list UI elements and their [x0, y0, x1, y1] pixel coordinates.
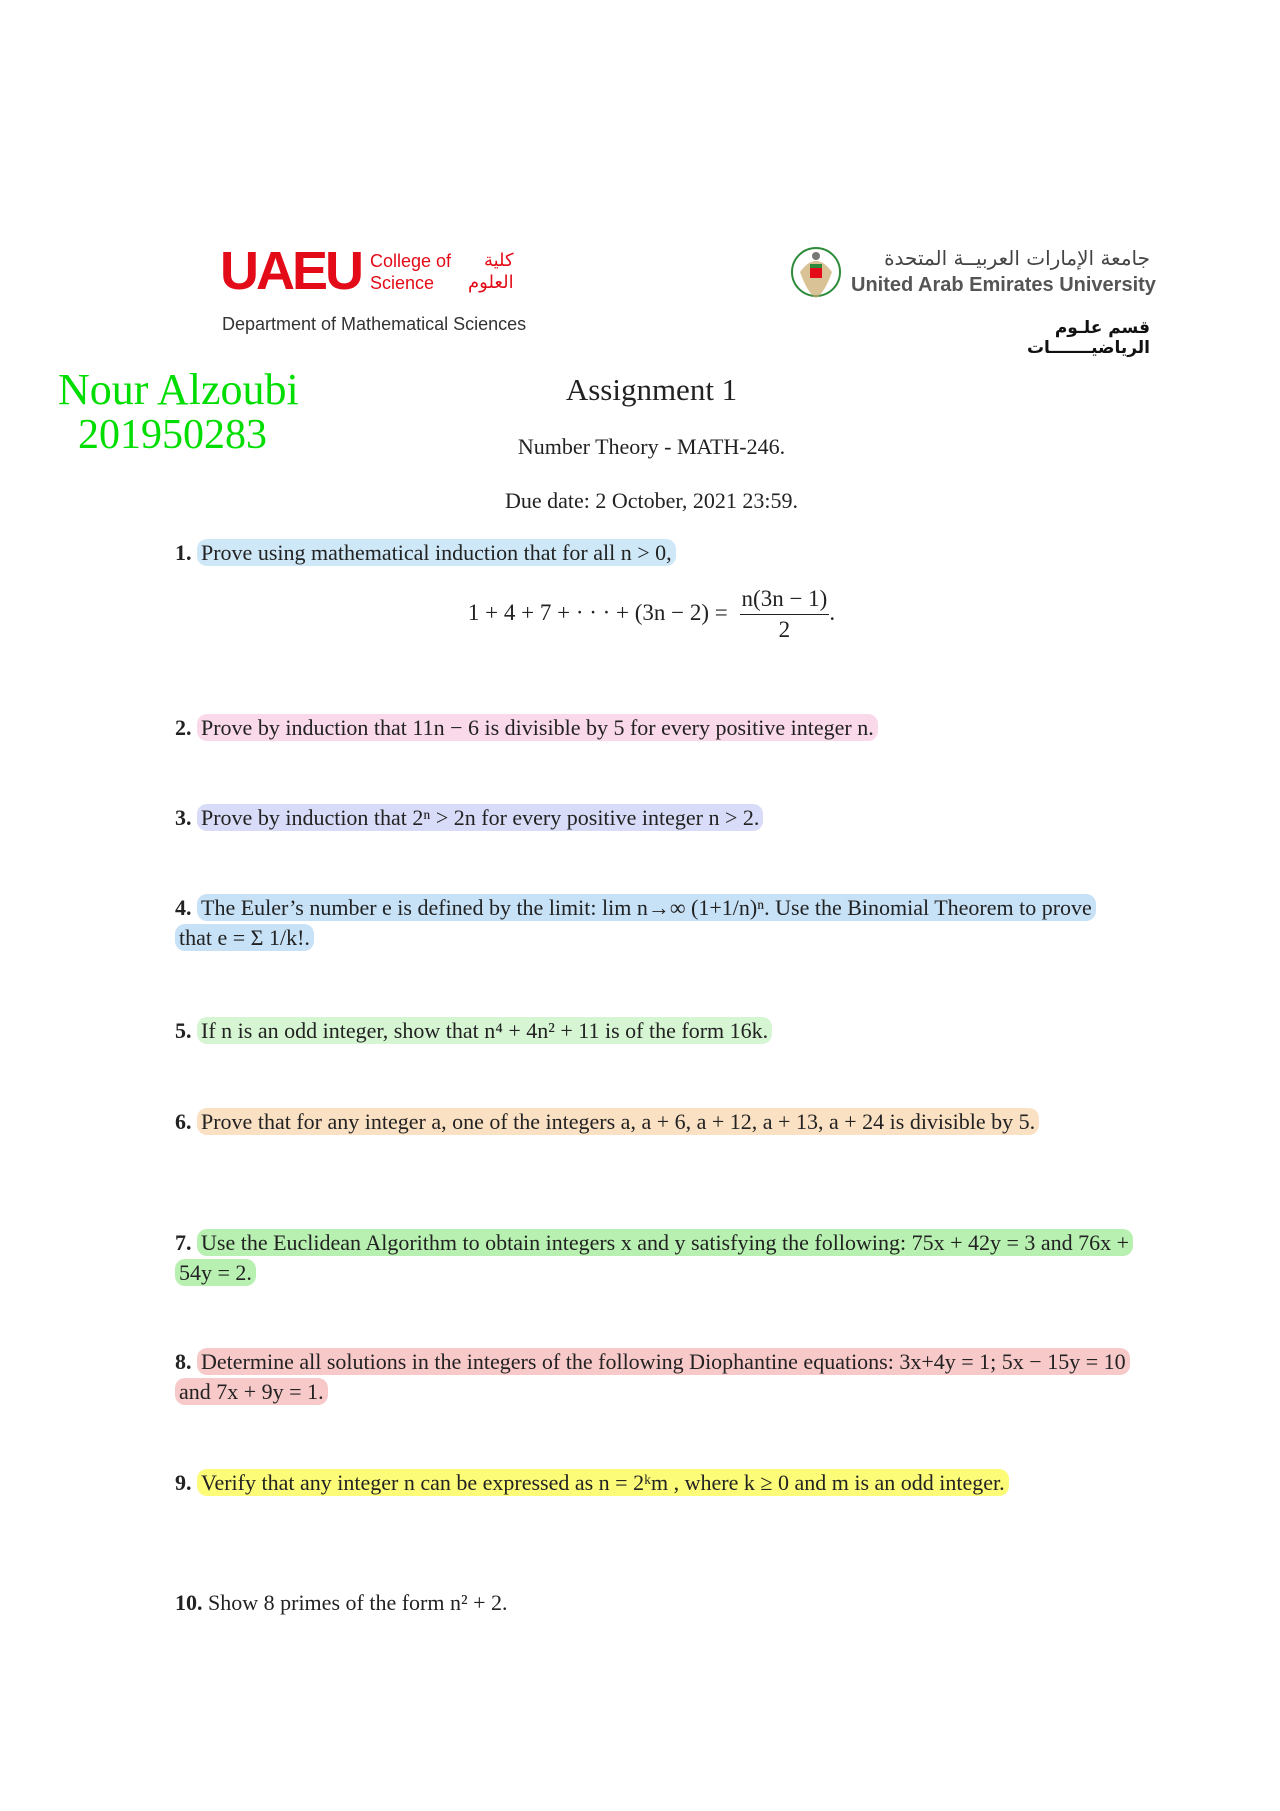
problem-7 [175, 1228, 1130, 1288]
problem-number: 6. [175, 1109, 192, 1134]
student-id: 201950283 [78, 412, 267, 458]
problem-number: 3. [175, 805, 192, 830]
problem-8 [175, 1347, 1130, 1407]
due-date: Due date: 2 October, 2021 23:59. [505, 488, 798, 513]
problem-number: 4. [175, 895, 192, 920]
problem-text: Prove by induction that 11n − 6 is divisible by 5 for every positive integer n. [197, 714, 878, 741]
problem-text: Prove by induction that 2ⁿ > 2n for every positive integer n > 2. [197, 804, 763, 831]
student-name: Nour Alzoubi [58, 365, 299, 414]
problem-number: 1. [175, 540, 192, 565]
problem-text: Show 8 primes of the form n² + 2. [208, 1590, 508, 1615]
formula-fraction [740, 586, 830, 643]
problem-9 [175, 1468, 1130, 1498]
formula-denominator: 2 [778, 617, 791, 642]
problem-2 [175, 713, 1130, 743]
problem-text: If n is an odd integer, show that n⁴ + 4n² + 11 is of the form 16k. [197, 1017, 772, 1044]
problem-number: 8. [175, 1349, 192, 1374]
problem-number: 5. [175, 1018, 192, 1043]
college-line-1: College of [370, 251, 452, 271]
department-name-en: Department of Mathematical Sciences [222, 314, 527, 334]
induction-formula: 1 + 4 + 7 + · · · + (3n − 2) = $\frac{n(3n - 1)}{2}$ . [467, 586, 836, 642]
college-name-ar [468, 250, 514, 294]
formula-lhs: 1 + 4 + 7 + · · · + (3n − 2) = [467, 599, 728, 625]
uae-emblem-icon [788, 242, 844, 304]
assignment-title: Assignment 1 [565, 372, 738, 407]
problem-number: 7. [175, 1230, 192, 1255]
problem-text: Prove using mathematical induction that for all n > 0, [197, 539, 676, 566]
problem-number: 9. [175, 1470, 192, 1495]
problem-text: Determine all solutions in the integers of the following Diophantine equations: 3x+4y = 1; 5x − 15y = 10 and 7x + 9y = 1. [175, 1348, 1130, 1405]
problem-number: 10. [175, 1590, 203, 1615]
course-name: Number Theory - MATH-246. [517, 434, 786, 459]
formula-numerator: n(3n − 1) [740, 586, 830, 615]
problem-text: Prove that for any integer a, one of the integers a, a + 6, a + 12, a + 13, a + 24 is divisible by 5. [197, 1108, 1039, 1135]
college-ar-line-1: كلية [483, 250, 514, 271]
problem-1 [175, 538, 1130, 568]
problem-4 [175, 893, 1130, 953]
problem-text: Verify that any integer n can be expressed as n = 2ᵏm , where k ≥ 0 and m is an odd integer. [197, 1469, 1009, 1496]
university-name-ar: جامعة الإمارات العربيــة المتحدة [884, 246, 1150, 270]
problem-text: Use the Euclidean Algorithm to obtain integers x and y satisfying the following: 75x + 42y = 3 and 76x + 54y = 2. [175, 1229, 1133, 1286]
uaeu-logo: UAEU [220, 241, 362, 301]
department-name-ar: قسم علـوم الرياضيـــــــات [1026, 318, 1150, 358]
problem-6 [175, 1107, 1130, 1137]
problem-3 [175, 803, 1130, 833]
college-line-2: Science [370, 273, 435, 293]
problem-10 [175, 1588, 1130, 1618]
problem-5 [175, 1016, 1130, 1046]
college-name-en [370, 250, 451, 294]
university-name-en: United Arab Emirates University [851, 274, 1156, 296]
problem-text: The Euler’s number e is defined by the limit: lim n→∞ (1+1/n)ⁿ. Use the Binomial Theorem to prove that e = Σ 1/k!. [175, 894, 1096, 951]
college-ar-line-2: العلوم [468, 272, 514, 293]
problem-number: 2. [175, 715, 192, 740]
